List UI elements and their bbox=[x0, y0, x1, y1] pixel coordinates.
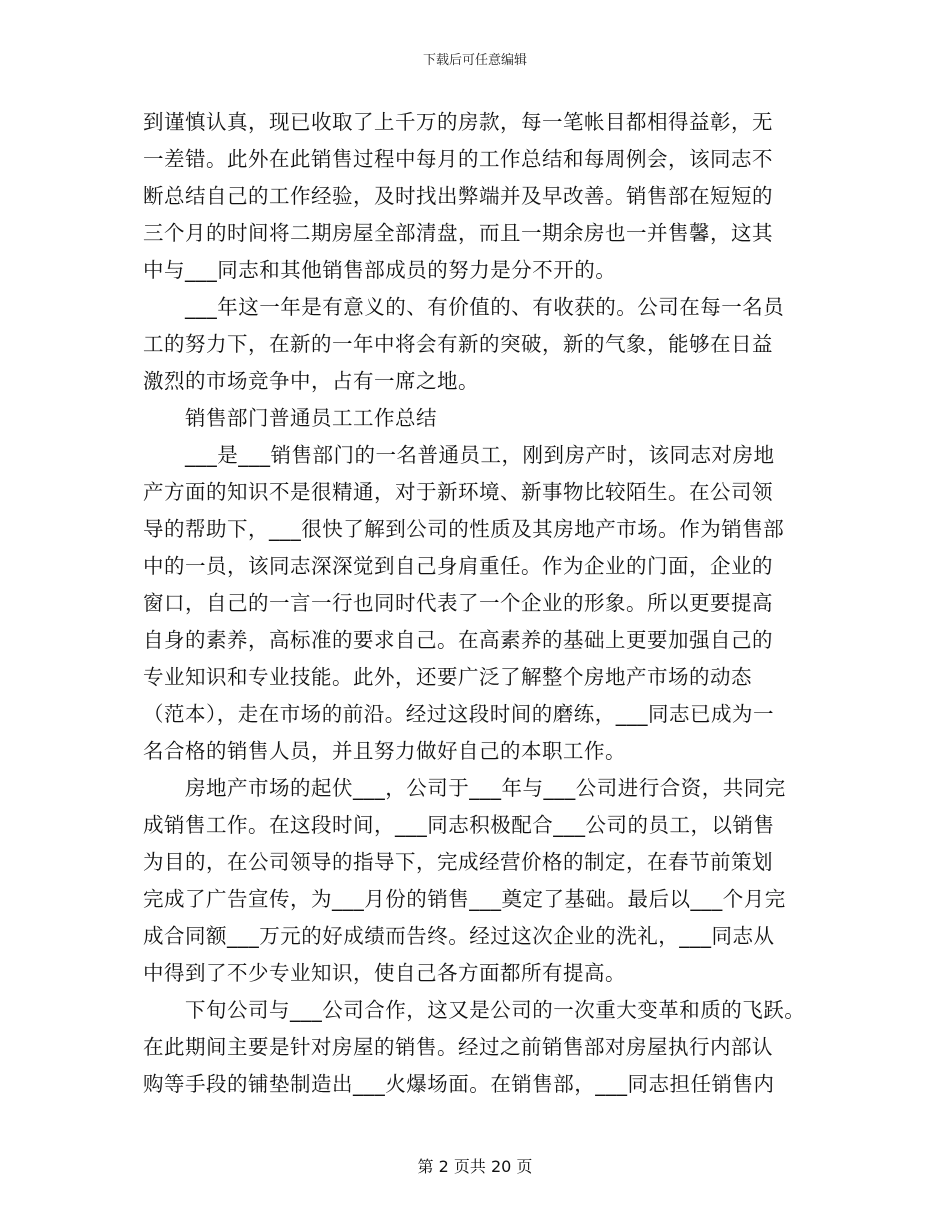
text-line: 下旬公司与___公司合作，这又是公司的一次重大变革和质的飞跃。 bbox=[185, 998, 806, 1022]
text-line: 中得到了不少专业知识，使自己各方面都所有提高。 bbox=[143, 961, 626, 985]
text-line: 专业知识和专业技能。此外，还要广泛了解整个房地产市场的动态 bbox=[143, 665, 752, 689]
text-line: 工的努力下，在新的一年中将会有新的突破，新的气象，能够在日益 bbox=[143, 332, 773, 356]
document-body bbox=[143, 104, 823, 1103]
text-line: 三个月的时间将二期房屋全部清盘，而且一期余房也一并售馨，这其 bbox=[143, 221, 773, 245]
text-line: 完成了广告宣传，为___月份的销售___奠定了基础。最后以___个月完 bbox=[143, 887, 786, 911]
text-line: 断总结自己的工作经验，及时找出弊端并及早改善。销售部在短短的 bbox=[143, 184, 773, 208]
text-line: 销售部门普通员工工作总结 bbox=[185, 406, 437, 430]
text-line: ___是___销售部门的一名普通员工，刚到房产时，该同志对房地 bbox=[185, 443, 775, 467]
text-line: （范本），走在市场的前沿。经过这段时间的磨练，___同志已成为一 bbox=[143, 702, 774, 726]
text-line: 产方面的知识不是很精通，对于新环境、新事物比较陌生。在公司领 bbox=[143, 480, 773, 504]
text-line: 购等手段的铺垫制造出___火爆场面。在销售部，___同志担任销售内 bbox=[143, 1072, 775, 1096]
text-line: 自身的素养，高标准的要求自己。在高素养的基础上更要加强自己的 bbox=[143, 628, 773, 652]
text-line: 在此期间主要是针对房屋的销售。经过之前销售部对房屋执行内部认 bbox=[143, 1035, 773, 1059]
text-line: 一差错。此外在此销售过程中每月的工作总结和每周例会，该同志不 bbox=[143, 147, 773, 171]
text-line: 成销售工作。在这段时间，___同志积极配合___公司的员工，以销售 bbox=[143, 813, 775, 837]
text-line: ___年这一年是有意义的、有价值的、有收获的。公司在每一名员 bbox=[185, 295, 785, 319]
page-header: 下载后可任意编辑 bbox=[422, 53, 527, 68]
text-line: 房地产市场的起伏___，公司于___年与___公司进行合资，共同完 bbox=[185, 776, 786, 800]
text-line: 导的帮助下，___很快了解到公司的性质及其房地产市场。作为销售部 bbox=[143, 517, 785, 541]
page-footer: 第 2 页共 20 页 bbox=[417, 1157, 533, 1176]
text-line: 成合同额___万元的好成绩而告终。经过这次企业的洗礼，___同志从 bbox=[143, 924, 775, 948]
text-line: 到谨慎认真，现已收取了上千万的房款，每一笔帐目都相得益彰，无 bbox=[143, 110, 773, 134]
text-line: 名合格的销售人员，并且努力做好自己的本职工作。 bbox=[143, 739, 626, 763]
text-line: 激烈的市场竞争中，占有一席之地。 bbox=[143, 369, 479, 393]
text-line: 窗口，自己的一言一行也同时代表了一个企业的形象。所以更要提高 bbox=[143, 591, 773, 615]
text-line: 中的一员，该同志深深觉到自己身肩重任。作为企业的门面，企业的 bbox=[143, 554, 773, 578]
text-line: 为目的，在公司领导的指导下，完成经营价格的制定，在春节前策划 bbox=[143, 850, 773, 874]
text-line: 中与___同志和其他销售部成员的努力是分不开的。 bbox=[143, 258, 617, 282]
